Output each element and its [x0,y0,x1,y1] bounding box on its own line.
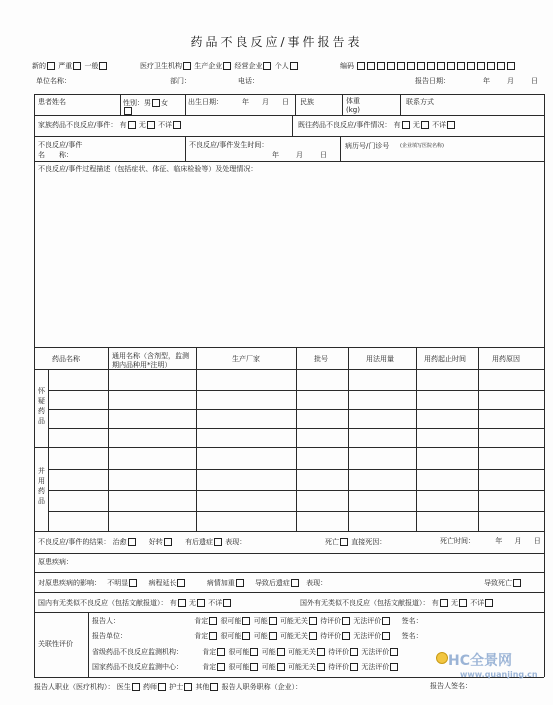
sequelae-label: 有后遗症 [185,538,214,546]
eval-who: 国家药品不良反应监测中心： [92,663,183,671]
report-date-label: 报告日期： [415,77,450,85]
past-unknown-checkbox[interactable] [447,121,455,129]
general-label: 一般 [84,62,99,70]
operator-label: 经营企业 [234,62,263,70]
grid-line [34,347,544,348]
eval-option: 无法评价 [361,648,390,656]
domestic-yes-label: 有 [169,599,177,607]
producer-checkbox[interactable] [223,62,231,70]
report-date-month: 月 [507,77,514,85]
grid-line [48,369,49,531]
not-obvious-checkbox[interactable] [129,579,137,587]
family-adr-line [38,121,182,129]
death-month: 月 [514,537,522,545]
past-yes-checkbox[interactable] [402,121,410,129]
grid-line [34,94,544,95]
pharmacist-label: 药师 [142,683,157,691]
eval-checkbox[interactable] [269,617,277,625]
worse-checkbox[interactable] [236,579,244,587]
grid-line [34,572,544,573]
nurse-checkbox[interactable] [184,683,192,691]
grid-line [400,94,401,115]
grid-line [340,136,341,161]
doctor-checkbox[interactable] [132,683,140,691]
code-box[interactable] [407,62,415,70]
eval-checkbox[interactable] [277,648,285,656]
doctor-label: 医生 [116,683,131,691]
death-time-label: 死亡时间： [440,537,475,545]
not-obvious-label: 不明显 [107,579,129,587]
eval-option: 可能无关 [279,617,308,625]
concomitant-drugs-label: 并用药品 [38,467,45,505]
grid-line [544,94,545,677]
individual-label: 个人 [274,62,289,70]
family-unknown-checkbox[interactable] [173,121,181,129]
eval-checkbox[interactable] [277,663,285,671]
death-day: 日 [533,537,541,545]
new-checkbox[interactable] [47,62,55,70]
code-line [340,62,516,70]
contact-label: 联系方式 [406,98,434,106]
eval-option: 很可能 [228,648,250,656]
company-title-label: 报告人职务职称（企业）： [221,683,303,691]
adr-name-label-1: 不良反应/事件 [38,141,83,149]
family-adr-label: 家族药品不良反应/事件： [38,121,118,129]
col-dosage: 用法用量 [366,355,394,363]
cured-label: 治愈 [112,538,127,546]
grid-line [34,136,544,137]
grid-line [34,94,35,677]
report-date-day: 日 [531,77,538,85]
weight-unit: (kg) [346,106,360,114]
grid-line [34,447,544,448]
patient-name-label: 患者姓名 [38,98,66,106]
eval-checkbox[interactable] [217,663,225,671]
ethnic-label: 民族 [300,98,314,106]
eval-option: 无法评价 [361,663,390,671]
sex-line [123,99,168,107]
family-unknown-label: 不详 [158,121,173,129]
col-period: 用药起止时间 [424,355,466,363]
weight-label: 体重 [346,97,360,105]
foreign-unknown-checkbox[interactable] [485,599,493,607]
family-yes-label: 有 [119,121,127,129]
code-box[interactable] [397,62,405,70]
domestic-unknown-label: 不详 [208,599,223,607]
eval-row-unit [92,632,423,640]
direct-cause-label: 直接死因： [351,538,387,546]
foreign-no-label: 无 [450,599,458,607]
eval-checkbox[interactable] [309,632,317,640]
birth-date-label: 出生日期： [188,98,223,106]
outcome-label: 不良反应/事件的结果： [38,538,111,546]
domestic-line [38,599,232,607]
watermark-brand: HC全景网 [448,653,512,669]
female-checkbox[interactable] [124,107,132,115]
eval-checkbox[interactable] [390,648,398,656]
other-label: 其他 [195,683,210,691]
eval-option: 很可能 [220,617,242,625]
grid-line [342,94,343,115]
grid-line [34,592,544,593]
birth-year: 年 [242,98,249,106]
eval-option: 肯定 [202,663,217,671]
sequelae-checkbox[interactable] [214,538,222,546]
eval-option: 可能 [253,632,268,640]
death-line [325,538,386,546]
grid-line [416,347,417,531]
impact-manifest-label: 表现： [306,579,328,587]
grid-line [34,369,544,370]
eval-sign: 签名： [401,632,423,640]
eval-row-reporter [92,617,423,625]
report-type-line [32,62,108,70]
domestic-no-checkbox[interactable] [197,599,205,607]
code-box[interactable] [367,62,375,70]
profession-label: 报告人职业（医疗机构）： [34,683,115,691]
report-date-year: 年 [483,77,490,85]
death-time-line [440,538,541,545]
eval-checkbox[interactable] [242,632,250,640]
code-box[interactable] [487,62,495,70]
improved-label: 好转 [148,538,163,546]
manifest-label: 表现： [225,538,247,546]
impact-line [38,579,327,587]
adr-time-label: 不良反应/事件发生时间： [189,141,269,149]
eval-checkbox[interactable] [209,632,217,640]
eval-checkbox[interactable] [250,648,258,656]
code-box[interactable] [457,62,465,70]
eval-checkbox[interactable] [390,663,398,671]
eval-checkbox[interactable] [382,632,390,640]
eval-option: 肯定 [194,632,209,640]
operator-checkbox[interactable] [263,62,271,70]
impact-label: 对原患疾病的影响： [38,579,101,587]
watermark-site: www.quanjing.cn [460,670,538,679]
unit-name-label: 单位名称： [36,77,71,85]
female-label: 女 [161,99,168,107]
eval-option: 很可能 [220,632,242,640]
foreign-unknown-label: 不详 [470,599,485,607]
code-box[interactable] [357,62,365,70]
grid-line [478,347,479,531]
eval-checkbox[interactable] [250,663,258,671]
col-generic-name: 通用名称（含剂型，监测期内品种用*注明） [112,352,189,369]
med-inst-checkbox[interactable] [183,62,191,70]
reporter-signature-label: 报告人签名： [430,682,472,690]
grid-line [34,115,544,116]
code-box[interactable] [507,62,515,70]
grid-line [120,94,121,115]
death-label: 死亡 [325,538,339,546]
male-label: 性别：男 [123,99,151,107]
serious-checkbox[interactable] [73,62,81,70]
past-no-checkbox[interactable] [421,121,429,129]
case-number-label: 病历号/门诊号 [345,142,390,150]
eval-who: 报告人： [92,617,120,625]
foreign-line [300,599,494,607]
impact-death-label: 导致死亡 [484,579,512,587]
code-box[interactable] [427,62,435,70]
code-box[interactable] [477,62,485,70]
evaluation-label: 关联性评价 [38,640,73,648]
case-number-note: (企业填写医院名称) [400,143,444,149]
grid-line [88,612,89,677]
nurse-label: 护士 [169,683,184,691]
eval-option: 无法评价 [353,632,382,640]
code-box[interactable] [377,62,385,70]
outcome-line [38,538,246,546]
domestic-no-label: 无 [188,599,196,607]
eval-option: 很可能 [228,663,250,671]
grid-line [348,347,349,531]
general-checkbox[interactable] [99,62,107,70]
impact-death-line [484,579,522,587]
eval-checkbox[interactable] [382,617,390,625]
death-checkbox[interactable] [340,538,348,546]
eval-option: 可能无关 [287,648,316,656]
eval-option: 待评价 [328,663,350,671]
eval-who: 报告单位： [92,632,127,640]
eval-checkbox[interactable] [350,663,358,671]
producer-label: 生产企业 [194,62,223,70]
eval-checkbox[interactable] [317,648,325,656]
grid-line [34,553,544,554]
birth-month: 月 [262,98,269,106]
col-reason: 用药原因 [492,355,520,363]
eval-option: 待评价 [320,632,342,640]
impact-sequelae-label: 导致后遗症 [254,579,290,587]
improved-checkbox[interactable] [164,538,172,546]
prolonged-label: 病程延长 [148,579,177,587]
eval-option: 无法评价 [353,617,382,625]
grid-line [34,161,544,162]
eval-option: 可能 [253,617,268,625]
domestic-yes-checkbox[interactable] [178,599,186,607]
past-adr-line [298,121,456,129]
past-adr-label: 既往药品不良反应/事件情况： [298,121,392,129]
eval-checkbox[interactable] [342,617,350,625]
eval-checkbox[interactable] [309,617,317,625]
foreign-yes-label: 有 [431,599,439,607]
eval-checkbox[interactable] [317,663,325,671]
code-box[interactable] [467,62,475,70]
other-checkbox[interactable] [210,683,218,691]
adr-time-month: 月 [296,151,303,159]
cured-checkbox[interactable] [128,538,136,546]
col-drug-name: 药品名称 [52,355,80,363]
eval-option: 肯定 [202,648,217,656]
grid-line [296,347,297,531]
adr-name-label-2: 名 称： [38,151,73,159]
death-year: 年 [495,537,503,545]
foreign-yes-checkbox[interactable] [440,599,448,607]
med-inst-label: 医疗卫生机构 [140,62,182,70]
grid-line [185,94,186,115]
form-title: 药品不良反应/事件报告表 [190,35,363,49]
grid-line [196,347,197,531]
eval-option: 待评价 [320,617,342,625]
grid-line [108,347,109,531]
eval-option: 可能 [261,648,276,656]
eval-option: 可能无关 [279,632,308,640]
past-no-label: 无 [412,121,420,129]
col-batch: 批号 [314,355,328,363]
eval-row-national [92,663,399,671]
process-label: 不良反应/事件过程描述（包括症状、体征、临床检验等）及处理情况： [38,165,258,173]
serious-label: 严重 [58,62,73,70]
code-box[interactable] [417,62,425,70]
eval-option: 肯定 [194,617,209,625]
male-checkbox[interactable] [152,99,160,107]
birth-day: 日 [282,98,289,106]
code-box[interactable] [387,62,395,70]
eval-who: 省级药品不良反应监测机构： [92,648,183,656]
eval-sign: 签名： [401,617,423,625]
eval-checkbox[interactable] [209,617,217,625]
eval-checkbox[interactable] [242,617,250,625]
original-disease-label: 原患疾病： [38,558,73,566]
grid-line [185,136,186,161]
code-label: 编码 [340,62,354,70]
grid-line [34,612,544,613]
past-unknown-label: 不详 [432,121,447,129]
eval-checkbox[interactable] [350,648,358,656]
footer-line [34,683,302,691]
foreign-no-checkbox[interactable] [459,599,467,607]
eval-checkbox[interactable] [269,632,277,640]
adr-time-day: 日 [320,151,327,159]
grid-line [295,94,296,115]
pharmacist-checkbox[interactable] [158,683,166,691]
eval-row-provincial [92,648,399,656]
foreign-label: 国外有无类似不良反应（包括文献报道）： [300,599,430,607]
eval-option: 可能无关 [287,663,316,671]
domestic-unknown-checkbox[interactable] [223,599,231,607]
new-label: 新的 [32,62,46,70]
impact-sequelae-checkbox[interactable] [291,579,299,587]
reporter-type-line [140,62,299,70]
domestic-label: 国内有无类似不良反应（包括文献报道）： [38,599,168,607]
family-yes-checkbox[interactable] [128,121,136,129]
phone-label: 电话： [238,77,259,85]
individual-checkbox[interactable] [290,62,298,70]
suspect-drugs-label: 怀疑药品 [38,387,45,425]
eval-checkbox[interactable] [342,632,350,640]
family-no-checkbox[interactable] [147,121,155,129]
eval-option: 待评价 [328,648,350,656]
family-no-label: 无 [138,121,146,129]
impact-death-checkbox[interactable] [513,579,521,587]
dept-label: 部门： [170,77,191,85]
code-box[interactable] [497,62,505,70]
grid-line [34,531,544,532]
eval-option: 可能 [261,663,276,671]
worse-label: 病情加重 [206,579,235,587]
adr-time-year: 年 [272,151,279,159]
code-box[interactable] [447,62,455,70]
female-box-line [123,107,133,115]
eval-checkbox[interactable] [217,648,225,656]
watermark-logo-icon [436,652,448,664]
code-box[interactable] [437,62,445,70]
past-yes-label: 有 [393,121,401,129]
prolonged-checkbox[interactable] [177,579,185,587]
grid-line [292,115,293,136]
col-manufacturer: 生产厂家 [232,355,260,363]
